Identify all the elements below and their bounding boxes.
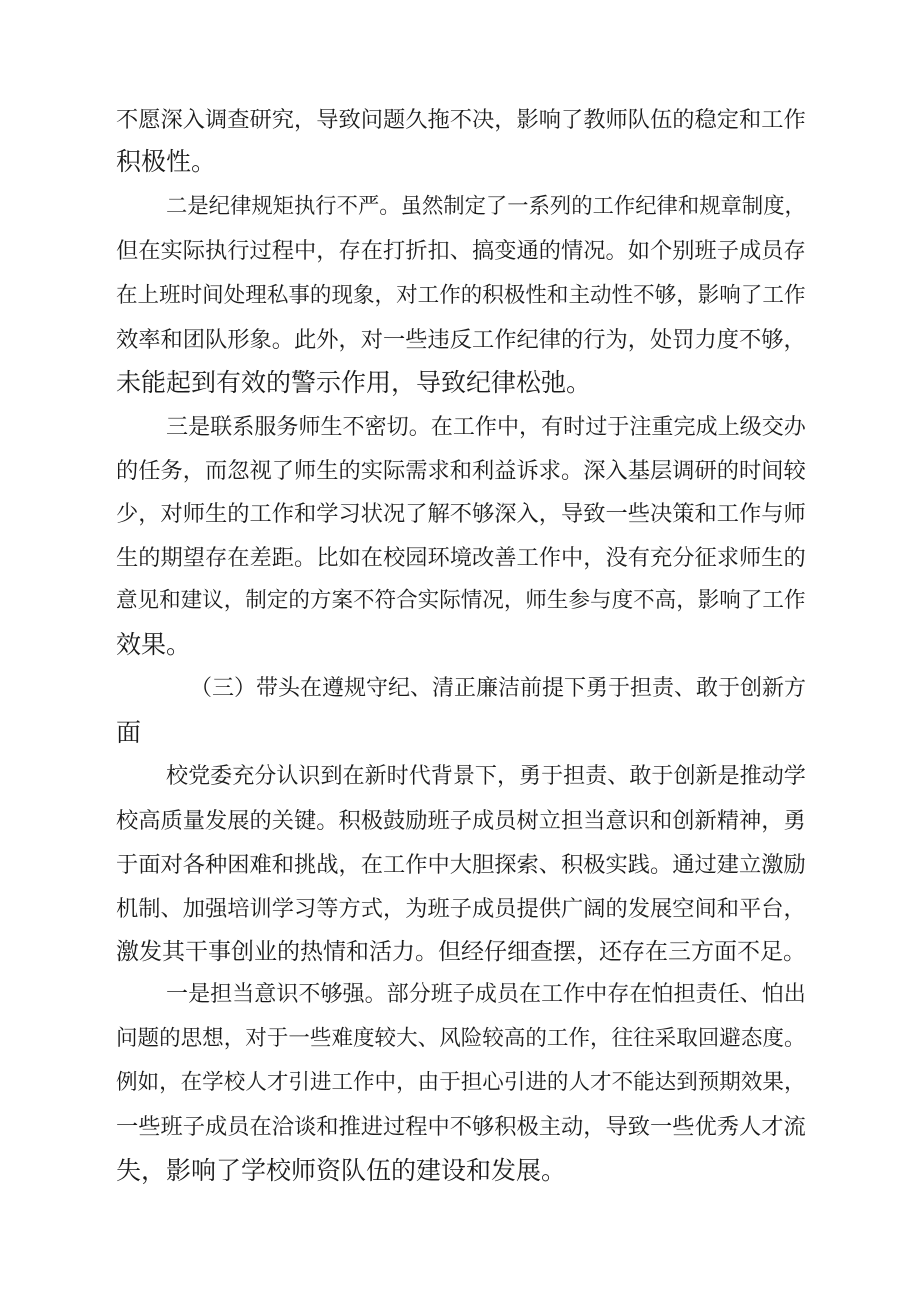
text-line: 二是纪律规矩执行不严。虽然制定了一系列的工作纪律和规章制度， [166, 194, 806, 219]
text-line: 一些班子成员在洽谈和推进过程中不够积极主动，导致一些优秀人才流 [116, 1114, 806, 1140]
text-line: 未能起到有效的警示作用，导致纪律松弛。 [116, 368, 592, 397]
text-line: 校高质量发展的关键。积极鼓励班子成员树立担当意识和创新精神，勇 [116, 808, 806, 834]
text-line: 效果。 [116, 630, 192, 659]
text-line: 的任务，而忽视了师生的实际需求和利益诉求。深入基层调研的时间较 [116, 458, 806, 484]
heading-line: 面 [116, 718, 142, 747]
text-line: 失，影响了学校师资队伍的建设和发展。 [116, 1156, 567, 1185]
text-line: 一是担当意识不够强。部分班子成员在工作中存在怕担责任、怕出 [166, 982, 806, 1007]
text-line: 校党委充分认识到在新时代背景下，勇于担责、敢于创新是推动学 [166, 764, 806, 789]
text-line: 问题的思想，对于一些难度较大、风险较高的工作，往往采取回避态度。 [116, 1026, 806, 1051]
text-line: 生的期望存在差距。比如在校园环境改善工作中，没有充分征求师生的 [116, 545, 806, 571]
text-line: 积极性。 [116, 147, 217, 176]
text-line: 不愿深入调查研究，导致问题久拖不决，影响了教师队伍的稳定和工作 [116, 107, 806, 133]
text-line: 机制、加强培训学习等方式，为班子成员提供广阔的发展空间和平台， [116, 896, 806, 922]
heading-line: （三）带头在遵规守纪、清正廉洁前提下勇于担责、敢于创新方 [190, 676, 807, 701]
text-line: 少，对师生的工作和学习状况了解不够深入，导致一些决策和工作与师 [116, 501, 806, 527]
text-line: 效率和团队形象。此外，对一些违反工作纪律的行为，处罚力度不够， [116, 327, 806, 353]
text-line: 激发其干事创业的热情和活力。但经仔细查摆，还存在三方面不足。 [116, 939, 806, 965]
text-line: 在上班时间处理私事的现象，对工作的积极性和主动性不够，影响了工作 [116, 283, 806, 308]
text-line: 意见和建议，制定的方案不符合实际情况，师生参与度不高，影响了工作 [116, 588, 806, 613]
text-line: 三是联系服务师生不密切。在工作中，有时过于注重完成上级交办 [166, 415, 806, 440]
text-line: 但在实际执行过程中，存在打折扣、搞变通的情况。如个别班子成员存 [116, 238, 806, 264]
text-line: 于面对各种困难和挑战，在工作中大胆探索、积极实践。通过建立激励 [116, 852, 806, 878]
text-line: 例如，在学校人才引进工作中，由于担心引进的人才不能达到预期效果， [116, 1070, 806, 1095]
